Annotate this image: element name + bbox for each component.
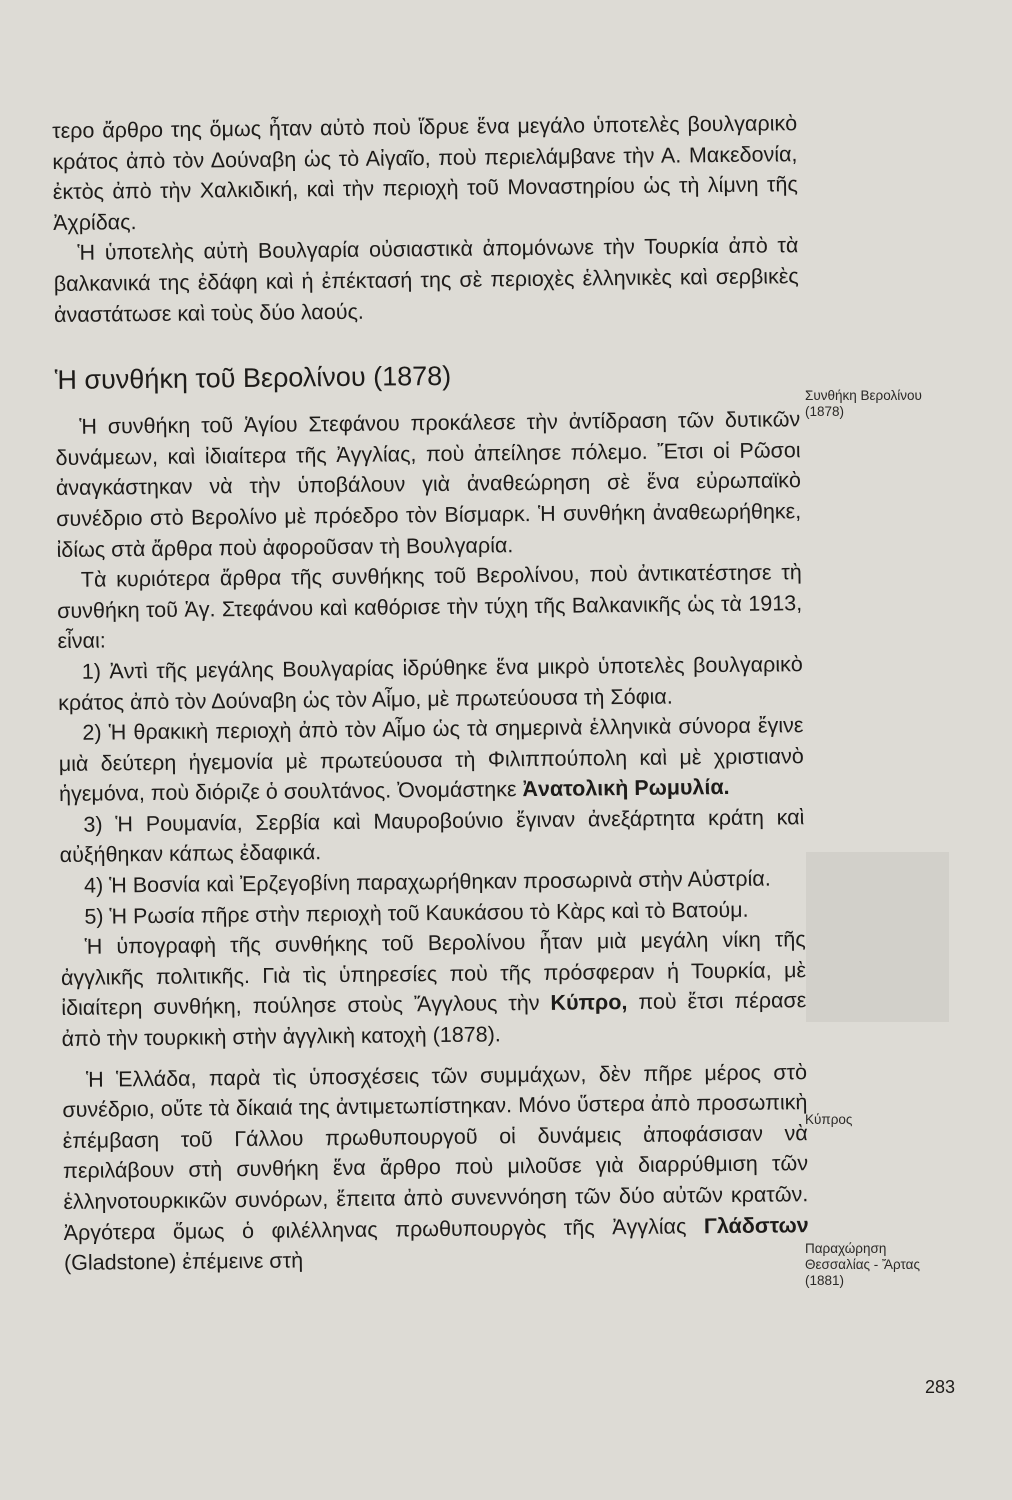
sidenote-cession-line-3: (1881) [805,1273,845,1288]
main-text-column [52,108,809,1279]
paragraph-signature-text: Ἡ ὑπογραφὴ τῆς συνθήκης τοῦ Βερολίνου ἦταν μιὰ μεγάλη νίκη τῆς ἀγγλικῆς πολιτικῆς. Γιὰ τὶς ὑπηρεσίες ποὺ τῆς πρόσφεραν ἡ Τουρκία, μὲ ἰδιαίτερη συνθήκη, πούλησε στοὺς Ἄγγλους τὴν [60,927,807,1021]
paragraph-signature-tail: ποὺ ἔτσι πέρασε ἀπὸ τὴν τουρκικὴ στὴν ἀγγλικὴ κατοχὴ (1878). [61,988,807,1051]
sidenote-cyprus [805,1112,852,1128]
paragraph-continued: τερο ἄρθρο της ὅμως ἦταν αὐτὸ ποὺ ἵδρυε ἕνα μεγάλο ὑποτελὲς βουλγαρικὸ κράτος ἀπὸ τὸν Δούναβη ὡς τὸ Αἰγαῖο, ποὺ περιελάμβανε τὴν Α. Μακεδονία, ἐκτὸς ἀπὸ τὴν Χαλκιδική, καὶ τὴν περιοχὴ τοῦ Μοναστηρίου ὡς τὴ λίμνη τῆς Ἀχρίδας. [52,111,798,235]
paragraph-articles: Τὰ κυριότερα ἄρθρα τῆς συνθήκης τοῦ Βερολίνου, ποὺ ἀντικατέστησε τὴ συνθήκη τοῦ Ἁγ. Στεφάνου καὶ καθόρισε τὴν τύχη τῆς Βαλκανικῆς ὡς τὰ 1913, εἶναι: [57,560,803,654]
paragraph-bulgaria: Ἡ ὑποτελὴς αὐτὴ Βουλγαρία οὐσιαστικὰ ἀπομόνωνε τὴν Τουρκία ἀπὸ τὰ βαλκανικά της ἐδάφη καὶ ἡ ἐπέκτασή της σὲ περιοχὲς ἑλληνικὲς καὶ σερβικὲς ἀναστάτωσε καὶ τοὺς δύο λαούς. [53,233,799,327]
sidenote-berlin-line-2: (1878) [805,404,845,419]
list-item-1: 1) Ἀντὶ τῆς μεγάλης Βουλγαρίας ἱδρύθηκε ἕνα μικρὸ ὑποτελὲς βουλγαρικὸ κράτος ἀπὸ τὸν Δούναβη ὡς τὸν Αἶμο, μὲ πρωτεύουσα τὴ Σόφια. [58,652,803,715]
sidenote-cession-line-1: Παραχώρηση [805,1241,887,1256]
sidenote-berlin-line-1: Συνθήκη Βερολίνου [805,388,922,403]
list-item-3: 3) Ἡ Ρουμανία, Σερβία καὶ Μαυροβούνιο ἔγιναν ἀνεξάρτητα κράτη καὶ αὐξήθηκαν κάπως ἐδαφικά. [59,805,805,868]
list-item-2-text: 2) Ἡ θρακικὴ περιοχὴ ἀπὸ τὸν Αἶμο ὡς τὰ σημερινὰ ἑλληνικὰ σύνορα ἔγινε μιὰ δεύτερη ἡγεμονία μὲ πρωτεύουσα τὴ Φιλιππούπολη καὶ μὲ χριστιανὸ ἡγεμόνα, ποὺ διόριζε ὁ σουλτάνος. Ὀνομάστηκε [58,713,804,807]
paragraph-signature [61,924,807,1054]
sidenote-cession [805,1241,920,1289]
sidenote-berlin [805,388,922,420]
list-item-4: 4) Ἡ Βοσνία καὶ Ἐρζεγοβίνη παραχωρήθηκαν προσωρινὰ στὴν Αὐστρία. [83,866,771,898]
paragraph-greece-tail: (Gladstone) ἐπέμεινε στὴ [63,1248,304,1276]
gladstone-bold: Γλάδστων [703,1212,809,1238]
paragraph-intro: Ἡ συνθήκη τοῦ Ἁγίου Στεφάνου προκάλεσε τὴν ἀντίδραση τῶν δυτικῶν δυνάμεων, καὶ ἰδιαίτερα τῆς Ἀγγλίας, ποὺ ἀπείλησε πόλεμο. Ἔτσι οἱ Ρῶσοι ἀναγκάστηκαν νὰ τὴν ὑποβάλουν γιὰ ἀναθεώρηση σὲ ἕνα εὐρωπαϊκὸ συνέδριο στὸ Βερολίνο μὲ πρόεδρο τὸν Βίσμαρκ. Ἡ συνθήκη ἀναθεωρήθηκε, ἰδίως στὰ ἄρθρα ποὺ ἀφοροῦσαν τὴ Βουλγαρία. [55,407,802,562]
sidenote-cyprus-line: Κύπρος [805,1112,853,1127]
margin-shade [806,852,949,1022]
paragraph-greece [62,1057,809,1279]
cyprus-bold: Κύπρο, [550,990,628,1016]
page-number: 283 [925,1377,956,1397]
paragraph-greece-text: Ἡ Ἑλλάδα, παρὰ τὶς ὑποσχέσεις τῶν συμμάχων, δὲν πῆρε μέρος στὸ συνέδριο, οὔτε τὰ δίκαιά της ἀντιμετωπίστηκαν. Μόνο ὕστερα ἀπὸ προσωπικὴ ἐπέμβαση τοῦ Γάλλου πρωθυπουργοῦ οἱ δυνάμεις ἀποφάσισαν νὰ περιλάβουν στὴ συνθήκη ἕνα ἄρθρο ποὺ μιλοῦσε γιὰ διαρρύθμιση τῶν ἑλληνοτουρκικῶν συνόρων, ἔπειτα ἀπὸ συνεννόηση τῶν δύο αὐτῶν κρατῶν. Ἀργότερα ὅμως ὁ φιλέλληνας πρωθυπουργὸς τῆς Ἀγγλίας [62,1059,809,1245]
list-item-2-bold: Ἀνατολικὴ Ρωμυλία. [522,775,730,802]
sidenote-cession-line-2: Θεσσαλίας - Ἄρτας [805,1257,920,1272]
section-heading: Ἡ συνθήκη τοῦ Βερολίνου (1878) [54,360,452,396]
list-item-5: 5) Ἡ Ρωσία πῆρε στὴν περιοχὴ τοῦ Καυκάσου τὸ Κὰρς καὶ τὸ Βατούμ. [84,897,749,929]
list-item-2 [58,710,804,810]
